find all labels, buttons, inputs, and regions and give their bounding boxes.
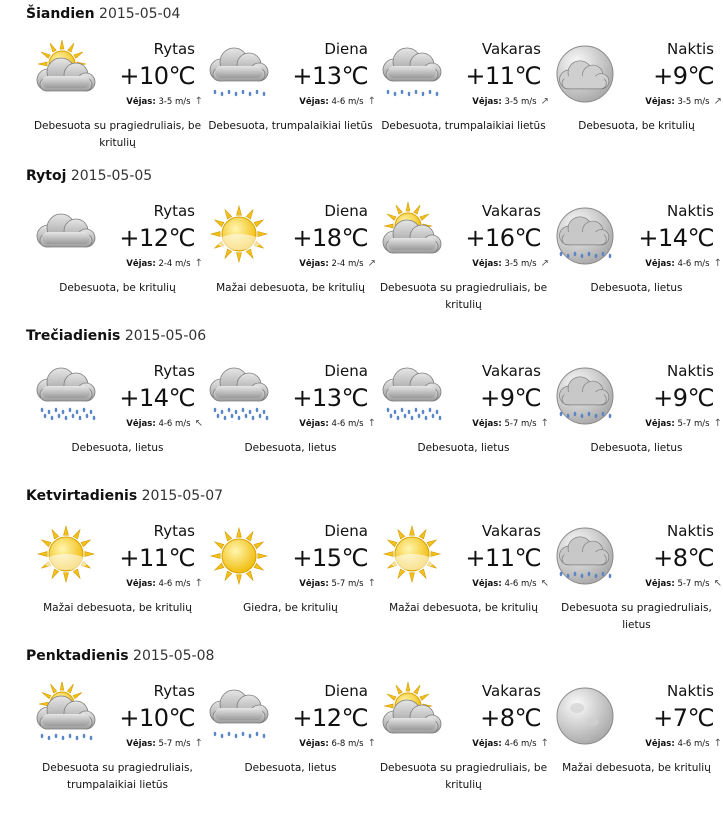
wind-info xyxy=(472,738,549,749)
wind-direction-icon: ↗ xyxy=(713,96,722,107)
wind-direction-icon: ↖ xyxy=(713,578,722,589)
wind-speed: 5-7 m/s xyxy=(504,419,537,429)
wind-speed: 3-5 m/s xyxy=(504,97,537,107)
wind-info xyxy=(126,738,203,749)
temperature: +7℃ xyxy=(653,704,714,732)
wind-speed: 3-5 m/s xyxy=(677,97,710,107)
wind-direction-icon: ↖ xyxy=(540,578,549,589)
wind-direction-icon: ↑ xyxy=(367,96,376,107)
moon-rain-icon xyxy=(551,202,619,270)
wind-speed: 2-4 m/s xyxy=(158,259,191,269)
sun-haze-icon xyxy=(205,202,273,270)
wind-label: Vėjas: xyxy=(645,739,675,749)
wind-info xyxy=(299,258,376,269)
period-label: Diena xyxy=(324,362,368,380)
weather-description: Debesuota su pragiedruliais, lietus xyxy=(561,602,712,631)
day-title xyxy=(26,168,152,184)
period-label: Diena xyxy=(324,202,368,220)
forecast-slot xyxy=(376,508,551,658)
wind-label: Vėjas: xyxy=(126,419,156,429)
day-date: 2015-05-05 xyxy=(70,168,153,184)
partly-cloudy-sun-icon xyxy=(32,40,100,108)
weather-description: Mažai debesuota, be kritulių xyxy=(43,602,192,614)
wind-info xyxy=(126,418,203,429)
moon-icon xyxy=(551,682,619,750)
day-title xyxy=(26,488,223,504)
weather-description: Debesuota, be kritulių xyxy=(59,282,176,294)
wind-info xyxy=(472,578,549,589)
weather-description: Debesuota, lietus xyxy=(590,282,683,294)
temperature: +9℃ xyxy=(653,384,714,412)
day-title xyxy=(26,6,180,22)
forecast-slot xyxy=(549,188,723,338)
wind-direction-icon: ↑ xyxy=(367,738,376,749)
wind-speed: 4-6 m/s xyxy=(504,739,537,749)
forecast-slot xyxy=(376,188,551,338)
wind-info xyxy=(645,578,722,589)
wind-label: Vėjas: xyxy=(645,97,675,107)
wind-info xyxy=(472,96,549,107)
day-date: 2015-05-06 xyxy=(124,328,207,344)
wind-info xyxy=(126,96,203,107)
temperature: +14℃ xyxy=(638,224,714,252)
forecast-slot xyxy=(376,668,551,818)
temperature: +8℃ xyxy=(653,544,714,572)
wind-speed: 4-6 m/s xyxy=(331,419,364,429)
period-label: Diena xyxy=(324,40,368,58)
day-name: Ketvirtadienis xyxy=(26,488,138,504)
wind-info xyxy=(299,578,376,589)
cloud-rain-icon xyxy=(32,362,100,430)
wind-label: Vėjas: xyxy=(126,97,156,107)
forecast-slot xyxy=(549,668,723,818)
wind-direction-icon: ↑ xyxy=(713,258,722,269)
wind-info xyxy=(645,258,722,269)
weather-description: Debesuota su pragiedruliais, be kritulių xyxy=(379,282,548,311)
wind-info xyxy=(299,738,376,749)
wind-info xyxy=(472,418,549,429)
period-label: Rytas xyxy=(153,522,195,540)
wind-label: Vėjas: xyxy=(126,579,156,589)
period-label: Rytas xyxy=(153,40,195,58)
wind-speed: 5-7 m/s xyxy=(677,579,710,589)
sun-haze-icon xyxy=(32,522,100,590)
day-title xyxy=(26,328,206,344)
weather-description: Mažai debesuota, be kritulių xyxy=(389,602,538,614)
wind-info xyxy=(299,418,376,429)
temperature: +8℃ xyxy=(480,704,541,732)
forecast-slot xyxy=(203,348,378,498)
period-label: Vakaras xyxy=(481,362,541,380)
temperature: +14℃ xyxy=(119,384,195,412)
sun-cloud-rain-icon xyxy=(32,682,100,750)
wind-label: Vėjas: xyxy=(126,259,156,269)
weather-description: Debesuota, lietus xyxy=(590,442,683,454)
wind-speed: 4-6 m/s xyxy=(677,259,710,269)
cloud-rain-icon xyxy=(205,362,273,430)
period-label: Vakaras xyxy=(481,682,541,700)
wind-label: Vėjas: xyxy=(472,419,502,429)
cloud-light-rain-icon xyxy=(205,40,273,108)
period-label: Vakaras xyxy=(481,202,541,220)
temperature: +12℃ xyxy=(119,224,195,252)
wind-direction-icon: ↑ xyxy=(540,738,549,749)
wind-label: Vėjas: xyxy=(299,419,329,429)
forecast-slot xyxy=(549,26,723,176)
day-name: Trečiadienis xyxy=(26,328,121,344)
sun-haze-icon xyxy=(378,522,446,590)
wind-direction-icon: ↑ xyxy=(194,738,203,749)
wind-speed: 3-5 m/s xyxy=(158,97,191,107)
wind-label: Vėjas: xyxy=(645,419,675,429)
forecast-slot xyxy=(30,26,205,176)
wind-direction-icon: ↑ xyxy=(540,418,549,429)
weather-description: Debesuota, lietus xyxy=(417,442,510,454)
wind-label: Vėjas: xyxy=(472,97,502,107)
weather-description: Debesuota, be kritulių xyxy=(578,120,695,132)
weather-description: Giedra, be kritulių xyxy=(243,602,338,614)
day-name: Penktadienis xyxy=(26,648,129,664)
temperature: +11℃ xyxy=(465,62,541,90)
day-date: 2015-05-07 xyxy=(141,488,224,504)
wind-label: Vėjas: xyxy=(645,579,675,589)
wind-direction-icon: ↑ xyxy=(194,258,203,269)
period-label: Naktis xyxy=(667,202,714,220)
wind-info xyxy=(645,96,722,107)
forecast-slot xyxy=(376,348,551,498)
weather-description: Debesuota su pragiedruliais, trumpalaikiai lietūs xyxy=(42,762,193,791)
forecast-slot xyxy=(203,508,378,658)
temperature: +10℃ xyxy=(119,62,195,90)
day-name: Rytoj xyxy=(26,168,67,184)
wind-label: Vėjas: xyxy=(472,579,502,589)
wind-direction-icon: ↑ xyxy=(194,578,203,589)
temperature: +9℃ xyxy=(480,384,541,412)
wind-info xyxy=(645,738,722,749)
wind-info xyxy=(645,418,722,429)
temperature: +16℃ xyxy=(465,224,541,252)
forecast-slot xyxy=(30,348,205,498)
partly-cloudy-sun-icon xyxy=(378,202,446,270)
moon-rain-icon xyxy=(551,522,619,590)
forecast-slot xyxy=(30,668,205,818)
weather-description: Debesuota, trumpalaikiai lietūs xyxy=(381,120,546,132)
wind-direction-icon: ↑ xyxy=(713,418,722,429)
forecast-slot xyxy=(549,508,723,658)
forecast-slot xyxy=(30,508,205,658)
wind-speed: 3-5 m/s xyxy=(504,259,537,269)
period-label: Rytas xyxy=(153,362,195,380)
temperature: +11℃ xyxy=(465,544,541,572)
forecast-slot xyxy=(203,668,378,818)
temperature: +15℃ xyxy=(292,544,368,572)
period-label: Vakaras xyxy=(481,40,541,58)
wind-info xyxy=(299,96,376,107)
wind-direction-icon: ↗ xyxy=(540,96,549,107)
wind-speed: 4-6 m/s xyxy=(158,419,191,429)
weather-description: Debesuota, lietus xyxy=(71,442,164,454)
wind-speed: 5-7 m/s xyxy=(331,579,364,589)
period-label: Diena xyxy=(324,682,368,700)
cloud-icon xyxy=(32,202,100,270)
wind-direction-icon: ↗ xyxy=(540,258,549,269)
wind-label: Vėjas: xyxy=(472,259,502,269)
wind-label: Vėjas: xyxy=(299,739,329,749)
period-label: Diena xyxy=(324,522,368,540)
wind-label: Vėjas: xyxy=(299,579,329,589)
cloud-rain-icon xyxy=(378,362,446,430)
wind-speed: 2-4 m/s xyxy=(331,259,364,269)
wind-label: Vėjas: xyxy=(299,97,329,107)
wind-label: Vėjas: xyxy=(299,259,329,269)
temperature: +10℃ xyxy=(119,704,195,732)
day-name: Šiandien xyxy=(26,6,95,22)
wind-direction-icon: ↑ xyxy=(367,418,376,429)
temperature: +13℃ xyxy=(292,384,368,412)
wind-info xyxy=(126,578,203,589)
forecast-slot xyxy=(203,26,378,176)
wind-speed: 4-6 m/s xyxy=(677,739,710,749)
wind-label: Vėjas: xyxy=(645,259,675,269)
wind-speed: 4-6 m/s xyxy=(331,97,364,107)
temperature: +12℃ xyxy=(292,704,368,732)
wind-info xyxy=(472,258,549,269)
temperature: +9℃ xyxy=(653,62,714,90)
day-date: 2015-05-08 xyxy=(133,648,215,664)
temperature: +13℃ xyxy=(292,62,368,90)
weather-description: Debesuota su pragiedruliais, be kritulių xyxy=(33,120,202,149)
wind-speed: 5-7 m/s xyxy=(158,739,191,749)
forecast-slot xyxy=(549,348,723,498)
partly-cloudy-sun-icon xyxy=(378,682,446,750)
cloud-light-rain-icon xyxy=(378,40,446,108)
period-label: Naktis xyxy=(667,40,714,58)
weather-description: Mažai debesuota, be kritulių xyxy=(216,282,365,294)
forecast-slot xyxy=(376,26,551,176)
period-label: Naktis xyxy=(667,362,714,380)
forecast-slot xyxy=(30,188,205,338)
wind-speed: 5-7 m/s xyxy=(677,419,710,429)
cloud-light-rain-icon xyxy=(205,682,273,750)
weather-description: Mažai debesuota, be kritulių xyxy=(562,762,711,774)
day-title xyxy=(26,648,214,664)
wind-direction-icon: ↑ xyxy=(713,738,722,749)
period-label: Rytas xyxy=(153,682,195,700)
period-label: Naktis xyxy=(667,522,714,540)
sun-icon xyxy=(205,522,273,590)
wind-direction-icon: ↗ xyxy=(367,258,376,269)
weather-description: Debesuota, lietus xyxy=(244,442,337,454)
period-label: Rytas xyxy=(153,202,195,220)
wind-info xyxy=(126,258,203,269)
wind-direction-icon: ↑ xyxy=(367,578,376,589)
forecast-slot xyxy=(203,188,378,338)
weather-description: Debesuota, lietus xyxy=(244,762,337,774)
temperature: +18℃ xyxy=(292,224,368,252)
wind-speed: 4-6 m/s xyxy=(504,579,537,589)
temperature: +11℃ xyxy=(119,544,195,572)
wind-speed: 4-6 m/s xyxy=(158,579,191,589)
moon-rain-icon xyxy=(551,362,619,430)
period-label: Naktis xyxy=(667,682,714,700)
weather-description: Debesuota su pragiedruliais, be kritulių xyxy=(379,762,548,791)
moon-cloudy-icon xyxy=(551,40,619,108)
wind-label: Vėjas: xyxy=(472,739,502,749)
wind-label: Vėjas: xyxy=(126,739,156,749)
weather-description: Debesuota, trumpalaikiai lietūs xyxy=(208,120,373,132)
period-label: Vakaras xyxy=(481,522,541,540)
wind-direction-icon: ↑ xyxy=(194,96,203,107)
day-date: 2015-05-04 xyxy=(99,6,181,22)
wind-speed: 6-8 m/s xyxy=(331,739,364,749)
wind-direction-icon: ↖ xyxy=(194,418,203,429)
